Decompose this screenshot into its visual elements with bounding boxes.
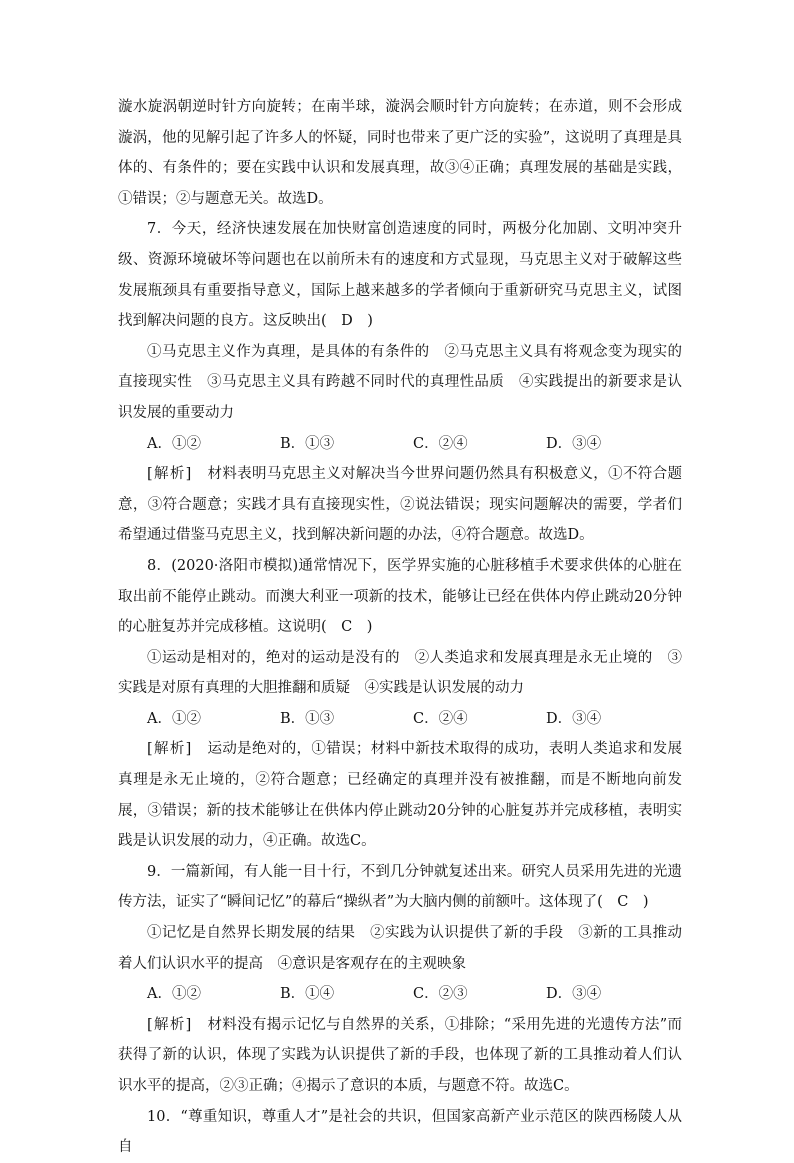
choice-a: A．①②: [147, 710, 201, 727]
analysis-text: 运动是绝对的，①错误；材料中新技术取得的成功，表明人类追求和发展真理是永无止境的，②符合题意；已经确定的真理并没有被推翻，而是不断地向前发展，③错误；新的技术能够让在供体内停止跳动20分钟的心脏复苏并完成移植，表明实践是认识发展的动力，④正确。故选C。: [118, 741, 682, 850]
question-9-choices: [118, 979, 682, 1010]
choice-b: B．①③: [280, 435, 335, 452]
question-8: 8．(2020·洛阳市模拟)通常情况下，医学界实施的心脏移植手术要求供体的心脏在取出前不能停止跳动。而澳大利亚一项新的技术，能够让已经在供体内停止跳动20分钟的心脏复苏并完成移植。这说明( C ): [118, 557, 682, 636]
choice-d: D．③④: [546, 710, 602, 727]
choice-c: C．②③: [413, 986, 468, 1003]
question-9-statements: ①记忆是自然界长期发展的结果 ②实践为认识提供了新的手段 ③新的工具推动着人们认识水平的提高 ④意识是客观存在的主观映象: [118, 925, 682, 972]
choice-c: C．②④: [413, 710, 468, 727]
continued-analysis-text: 漩水旋涡朝逆时针方向旋转；在南半球，漩涡会顺时针方向旋转；在赤道，则不会形成漩涡，他的见解引起了许多人的怀疑，同时也带来了更广泛的实验”，这说明了真理是具体的、有条件的；要在实践中认识和发展真理，故③④正确；真理发展的基础是实践，①错误；②与题意无关。故选D。: [118, 99, 682, 207]
question-10: 10．“尊重知识，尊重人才”是社会的共识，但国家高新产业示范区的陕西杨陵人从自: [118, 1108, 682, 1156]
question-8-statements: ①运动是相对的，绝对的运动是没有的 ②人类追求和发展真理是永无止境的 ③实践是对原有真理的大胆推翻和质疑 ④实践是认识发展的动力: [118, 649, 682, 697]
question-9-analysis: [118, 1010, 682, 1102]
question-9: 9．一篇新闻，有人能一目十行，不到几分钟就复述出来。研究人员采用先进的光遗传方法，证实了“瞬间记忆”的幕后“操纵者”为大脑内侧的前额叶。这体现了( C ): [118, 863, 682, 911]
analysis-text: 材料没有揭示记忆与自然界的关系，①排除；“采用先进的光遗传方法”而获得了新的认识，体现了实践为认识提供了新的手段，也体现了新的工具推动着人们认识水平的提高，②③正确；④揭示了意识的本质，与题意不符。故选C。: [118, 1016, 682, 1094]
analysis-tag: [解析]: [147, 1016, 193, 1033]
choice-d: D．③④: [546, 986, 602, 1003]
question-7-choices: [118, 429, 682, 460]
analysis-tag: [解析]: [147, 466, 193, 483]
choice-b: B．①④: [280, 986, 335, 1003]
question-7-statements: ①马克思主义作为真理，是具体的有条件的 ②马克思主义具有将观念变为现实的直接现实性 ③马克思主义具有跨越不同时代的真理性品质 ④实践提出的新要求是认识发展的重要动力: [118, 343, 682, 421]
question-7: 7．今天，经济快速发展在加快财富创造速度的同时，两极分化加剧、文明冲突升级、资源环境破坏等问题也在以前所未有的速度和方式显现，马克思主义对于破解这些发展瓶颈具有重要指导意义，国际上越来越多的学者倾向于重新研究马克思主义，试图找到解决问题的良方。这反映出( D ): [118, 221, 682, 330]
document-body: [118, 92, 682, 1163]
choice-c: C．②④: [413, 435, 468, 452]
analysis-text: 材料表明马克思主义对解决当今世界问题仍然具有积极意义，①不符合题意，③符合题意；实践才具有直接现实性，②说法错误；现实问题解决的需要，学者们希望通过借鉴马克思主义，找到解决新问题的办法，④符合题意。故选D。: [118, 466, 682, 544]
question-8-analysis: [118, 734, 682, 856]
question-7-analysis: [118, 459, 682, 551]
choice-d: D．③④: [546, 435, 602, 452]
choice-a: A．①②: [147, 986, 201, 1003]
analysis-tag: [解析]: [147, 741, 193, 758]
question-8-choices: [118, 704, 682, 735]
choice-b: B．①③: [280, 710, 335, 727]
choice-a: A．①②: [147, 435, 201, 452]
